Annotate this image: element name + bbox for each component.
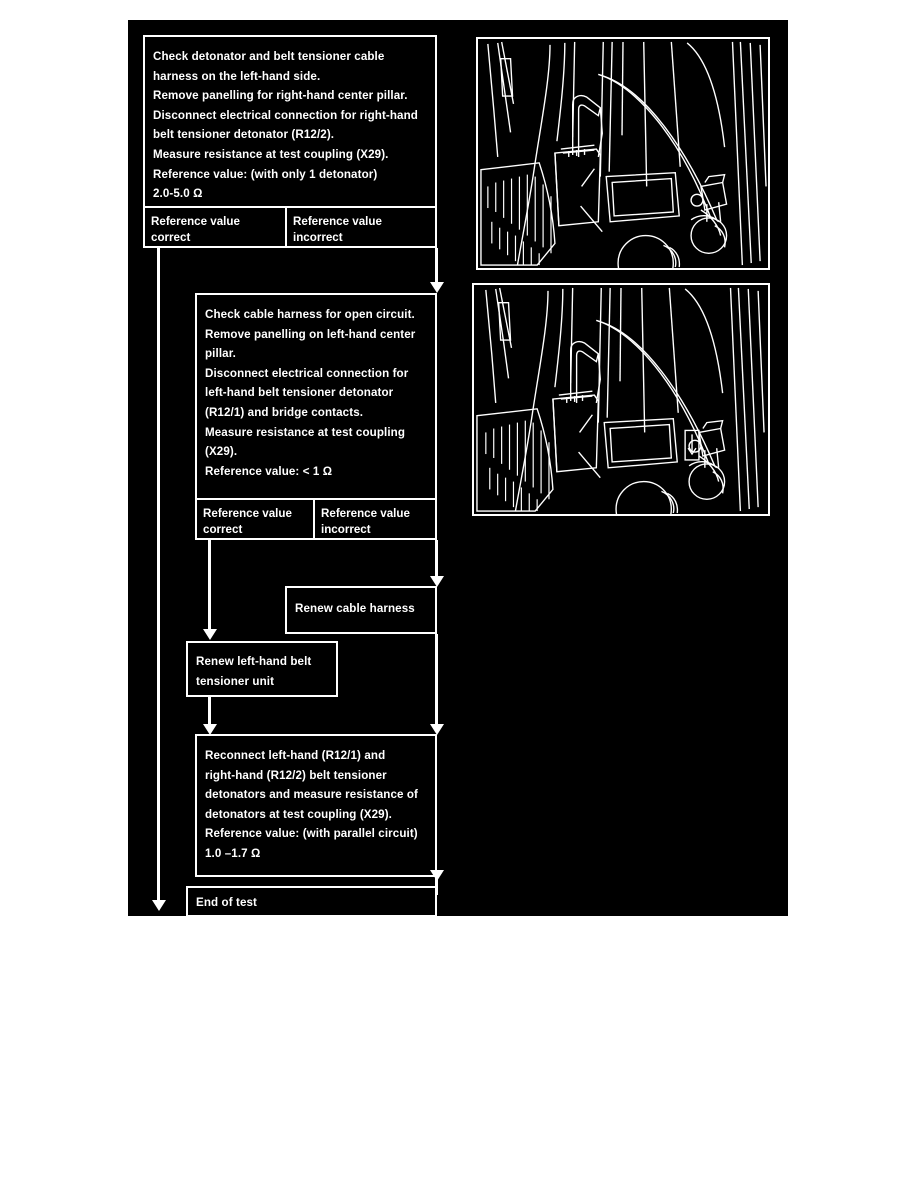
decision-1-correct-cell: [145, 208, 287, 246]
step4-line-2: tensioner unit: [196, 674, 275, 688]
step5-line-5: Reference value: (with parallel circuit): [205, 827, 418, 841]
flow-step-6-box: [186, 886, 437, 917]
step2-line-2: Remove panelling on left-hand center: [205, 327, 416, 341]
step2-line-3: pillar.: [205, 347, 236, 361]
decision-2-correct-cell: [197, 500, 315, 538]
flow-step-6-text: [188, 888, 435, 913]
step1-line-1: Check detonator and belt tensioner cable: [153, 50, 385, 63]
decision-2-correct-line-2: correct: [203, 523, 243, 536]
step1-line-2: harness on the left-hand side.: [153, 69, 321, 83]
step2-line-7: Measure resistance at test coupling: [205, 425, 406, 439]
document-page: [128, 20, 788, 916]
connector-correct-main-spine: [157, 248, 160, 902]
decision-1-incorrect-line-2: incorrect: [293, 231, 343, 244]
illustration-upper: [476, 37, 770, 270]
flow-decision-1: [143, 206, 437, 248]
step5-line-1: Reconnect left-hand (R12/1) and: [205, 749, 386, 762]
step1-line-4: Disconnect electrical connection for right-hand: [153, 108, 418, 122]
connector-d1-incorrect-arrowhead: [430, 282, 444, 293]
decision-1-correct-line-2: correct: [151, 231, 191, 244]
step1-line-7: Reference value: (with only 1 detonator): [153, 167, 378, 181]
flow-step-2-text: [197, 295, 435, 481]
step5-line-6: 1.0 –1.7 Ω: [205, 846, 261, 860]
decision-2-correct-line-1: Reference value: [203, 507, 292, 520]
decision-2-incorrect-cell: [315, 500, 435, 538]
decision-2-incorrect-line-2: incorrect: [321, 523, 371, 536]
flow-step-3-box: [285, 586, 437, 634]
step2-line-1: Check cable harness for open circuit.: [205, 308, 415, 321]
step1-line-3: Remove panelling for right-hand center pillar.: [153, 89, 408, 103]
decision-1-correct-line-1: Reference value: [151, 215, 240, 228]
step2-line-5: left-hand belt tensioner detonator: [205, 386, 394, 400]
step1-line-8: 2.0-5.0 Ω: [153, 187, 203, 201]
step2-line-8: (X29).: [205, 445, 238, 459]
step2-line-4: Disconnect electrical connection for: [205, 366, 409, 380]
decision-2-incorrect-line-1: Reference value: [321, 507, 410, 520]
flow-step-5-box: [195, 734, 437, 877]
decision-1-incorrect-cell: [287, 208, 435, 246]
flow-step-4-box: [186, 641, 338, 697]
step4-line-1: Renew left-hand belt: [196, 655, 312, 668]
connector-correct-main-spine-arrowhead: [152, 900, 166, 911]
connector-d2-correct: [208, 540, 211, 631]
step1-line-5: belt tensioner detonator (R12/2).: [153, 128, 335, 142]
step3-line-1: Renew cable harness: [295, 602, 415, 615]
flow-decision-2: [195, 498, 437, 540]
step2-line-6: (R12/1) and bridge contacts.: [205, 405, 364, 419]
flow-step-4-text: [188, 643, 336, 691]
step5-line-4: detonators at test coupling (X29).: [205, 807, 392, 821]
flow-step-3-text: [287, 588, 435, 619]
connector-step3-to-step5: [435, 634, 438, 726]
flow-step-1-text: [145, 37, 435, 204]
step5-line-3: detonators and measure resistance of: [205, 788, 419, 802]
connector-d2-incorrect: [435, 540, 438, 579]
decision-1-incorrect-line-1: Reference value: [293, 215, 382, 228]
step2-line-9: Reference value: < 1 Ω: [205, 464, 333, 478]
connector-d1-incorrect: [435, 248, 438, 285]
illustration-lower-linework: [474, 285, 768, 514]
illustration-upper-linework: [478, 39, 768, 268]
connector-step4-to-step5: [208, 697, 211, 727]
flow-step-2-box: [195, 293, 437, 513]
connector-step5-to-end-arrowhead: [430, 870, 444, 881]
flow-step-1-box: [143, 35, 437, 209]
illustration-lower: [472, 283, 770, 516]
step1-line-6: Measure resistance at test coupling (X29).: [153, 147, 389, 161]
connector-d2-correct-arrowhead: [203, 629, 217, 640]
step5-line-2: right-hand (R12/2) belt tensioner: [205, 768, 387, 782]
flow-step-5-text: [197, 736, 435, 864]
step6-line-1: End of test: [196, 896, 257, 909]
